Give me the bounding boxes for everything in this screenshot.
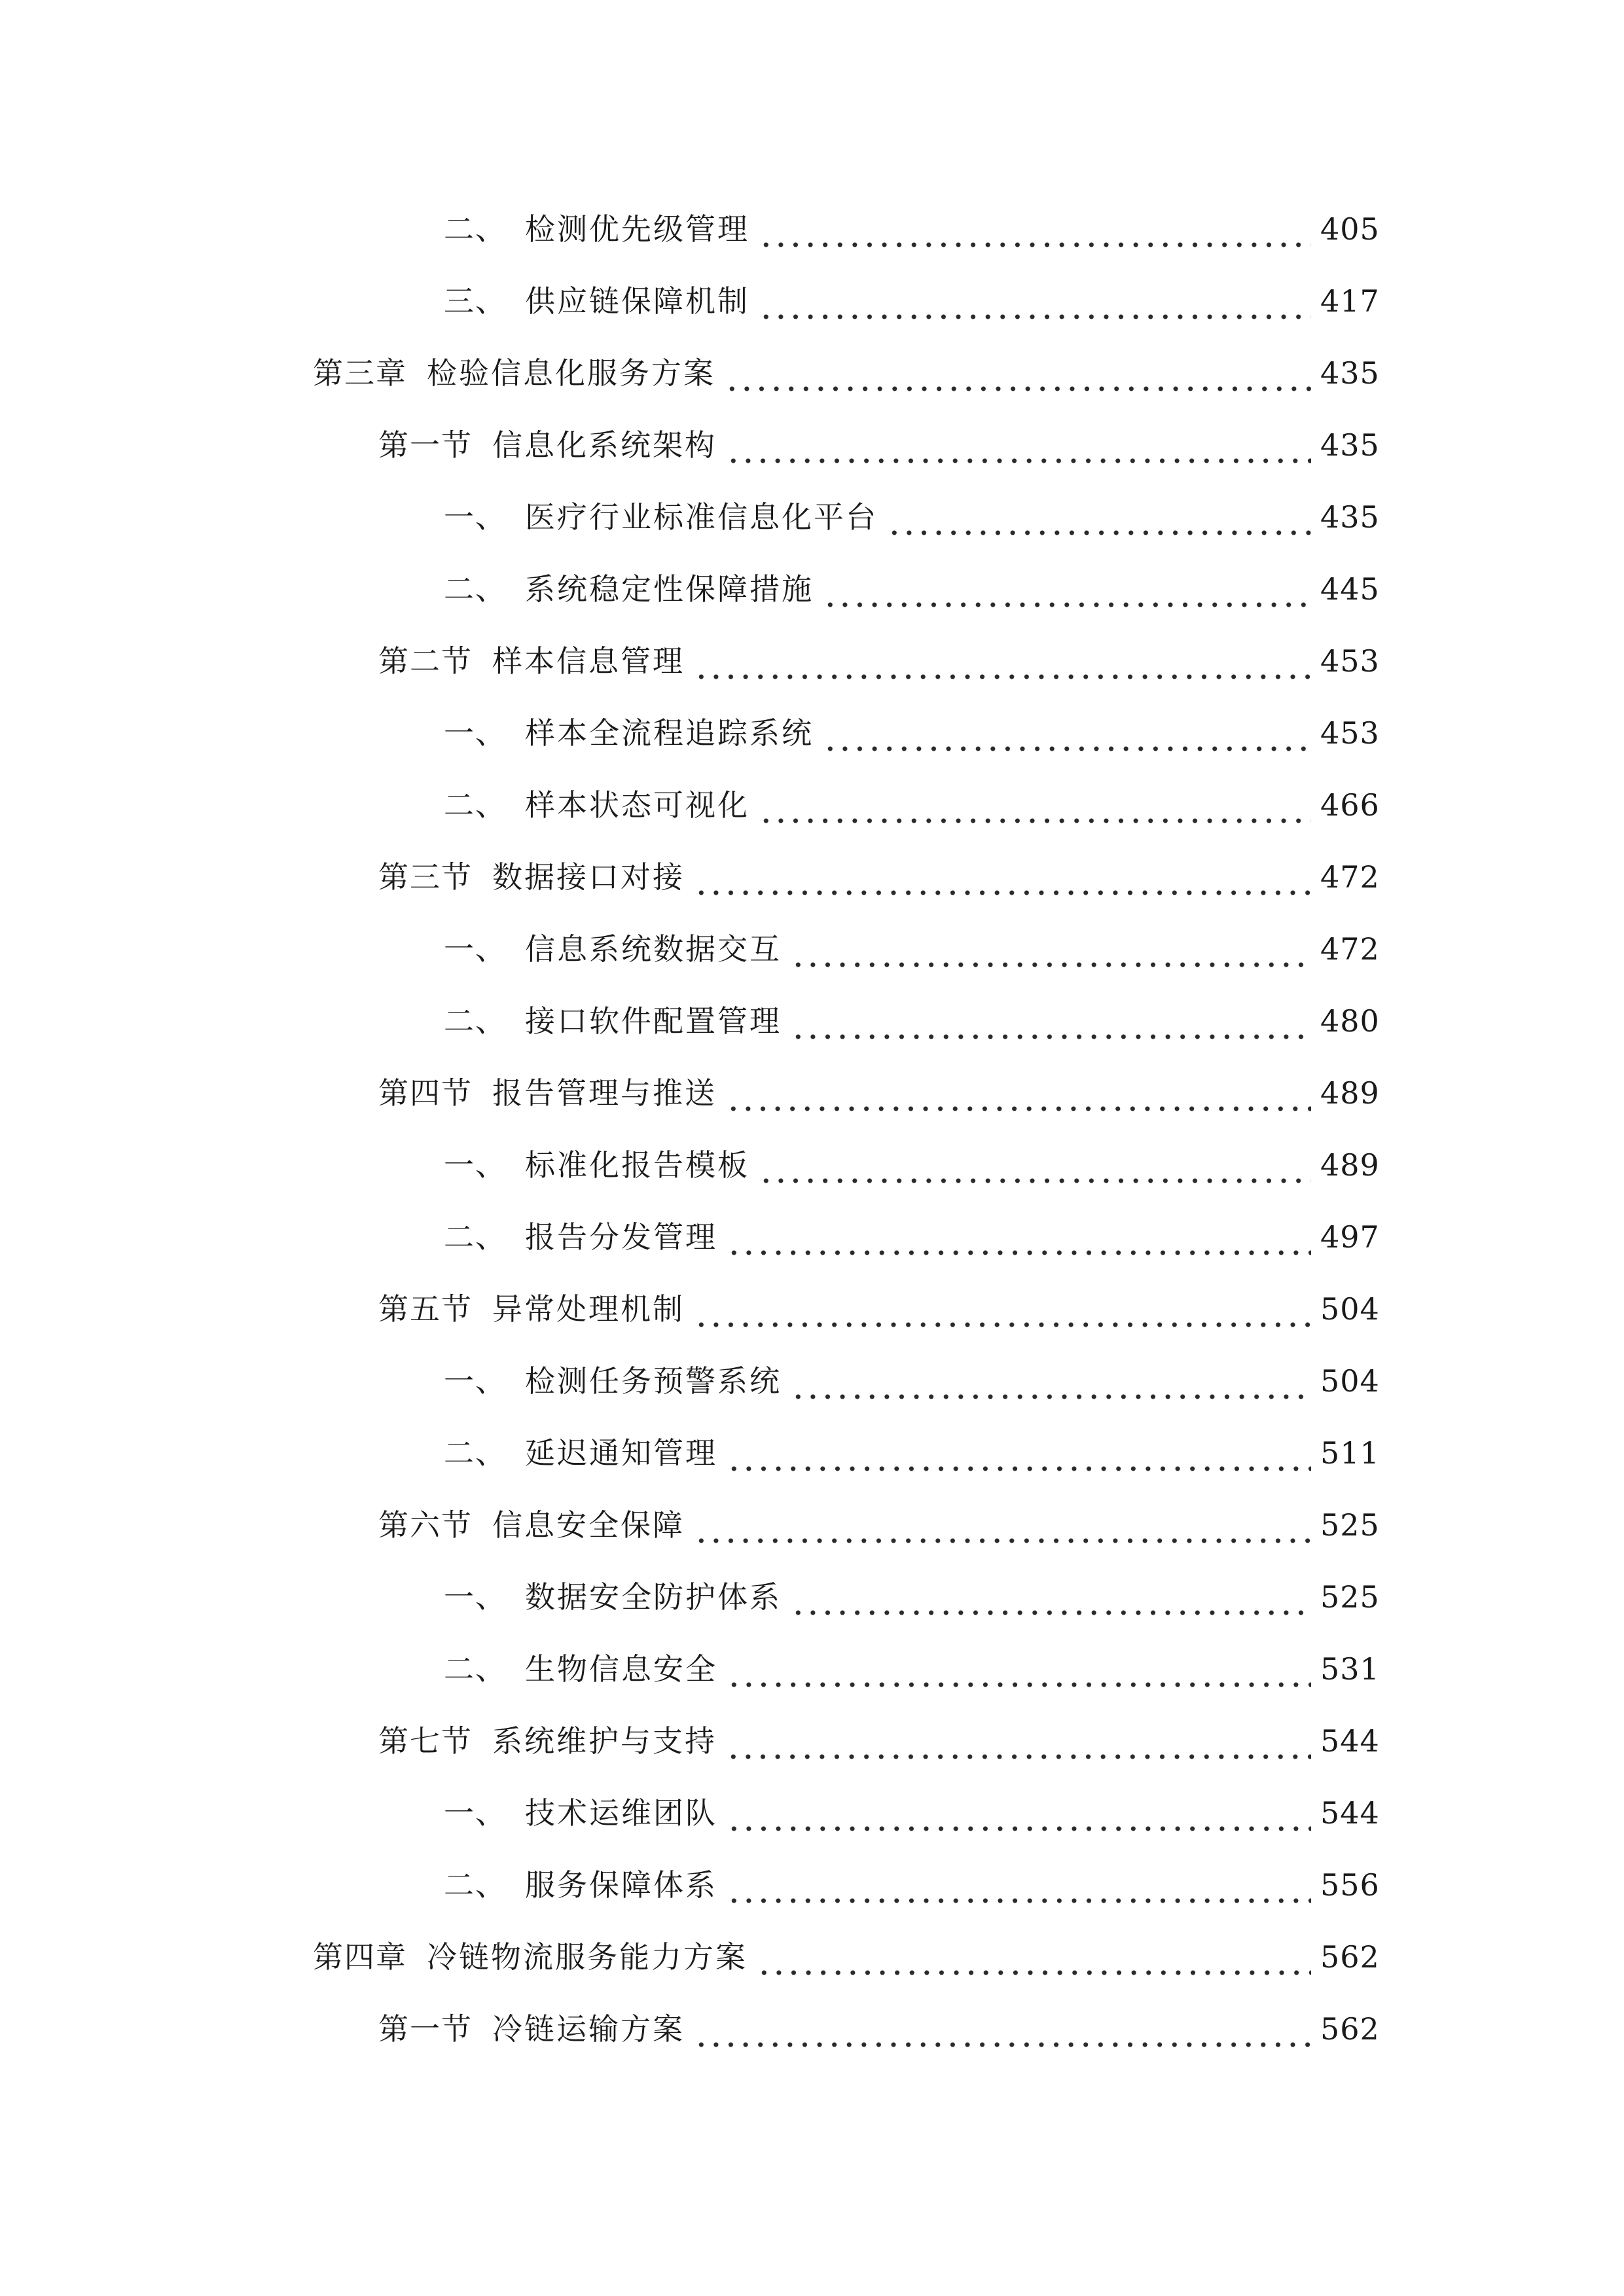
toc-entry-title: 医疗行业标准信息化平台 (525, 499, 878, 535)
toc-entry-title: 异常处理机制 (492, 1291, 685, 1327)
toc-entry-page-number: 435 (1320, 499, 1380, 535)
toc-entry-title: 数据安全防护体系 (525, 1579, 782, 1615)
dot-leader (759, 275, 1311, 327)
toc-entry[interactable] (378, 2003, 1380, 2055)
toc-entry[interactable] (444, 1787, 1380, 1839)
toc-entry[interactable] (444, 203, 1380, 255)
toc-entry-title: 系统维护与支持 (492, 1723, 717, 1759)
dot-leader (759, 1139, 1311, 1191)
toc-entry-page-number: 466 (1320, 787, 1380, 823)
toc-entry[interactable] (444, 1211, 1380, 1263)
dot-leader (726, 419, 1311, 471)
toc-entry-page-number: 417 (1320, 283, 1380, 319)
dot-leader (759, 779, 1311, 831)
toc-entry[interactable] (444, 1859, 1380, 1911)
toc-entry[interactable] (444, 779, 1380, 831)
toc-entry-prefix: 二、 (444, 1651, 507, 1687)
toc-entry-title: 接口软件配置管理 (525, 1003, 782, 1039)
toc-entry-page-number: 445 (1320, 571, 1380, 607)
toc-entry-page-number: 504 (1320, 1363, 1380, 1399)
toc-entry-prefix: 一、 (444, 1363, 507, 1399)
dot-leader (726, 1067, 1311, 1119)
toc-entry-prefix: 第三节 (378, 859, 473, 895)
toc-entry-page-number: 489 (1320, 1147, 1380, 1183)
toc-entry-title: 冷链物流服务能力方案 (427, 1939, 748, 1975)
toc-entry-page-number: 435 (1320, 427, 1380, 463)
toc-entry[interactable] (444, 1427, 1380, 1479)
toc-entry[interactable] (444, 563, 1380, 615)
dot-leader (759, 203, 1311, 255)
toc-entry[interactable] (378, 851, 1380, 903)
toc-entry-title: 检验信息化服务方案 (427, 355, 715, 391)
toc-entry[interactable] (378, 419, 1380, 471)
dot-leader (887, 491, 1311, 543)
toc-entry-prefix: 第一节 (378, 2011, 473, 2047)
toc-entry-title: 报告分发管理 (525, 1219, 717, 1255)
toc-entry-page-number: 435 (1320, 355, 1380, 391)
toc-entry-page-number: 405 (1320, 211, 1380, 247)
dot-leader (727, 1211, 1311, 1263)
toc-entry-page-number: 453 (1320, 715, 1380, 751)
toc-entry-page-number: 556 (1320, 1867, 1380, 1903)
toc-entry-prefix: 第七节 (378, 1723, 473, 1759)
toc-entry[interactable] (444, 1139, 1380, 1191)
toc-entry-prefix: 第四章 (313, 1939, 407, 1975)
toc-entry-title: 冷链运输方案 (492, 2011, 685, 2047)
toc-entry[interactable] (313, 347, 1380, 399)
dot-leader (791, 923, 1311, 975)
toc-entry-page-number: 544 (1320, 1795, 1380, 1831)
toc-entry[interactable] (378, 1283, 1380, 1335)
toc-entry-prefix: 二、 (444, 1435, 507, 1471)
toc-entry-title: 报告管理与推送 (492, 1075, 717, 1111)
toc-entry-page-number: 504 (1320, 1291, 1380, 1327)
toc-entry-page-number: 531 (1320, 1651, 1380, 1687)
toc-entry-title: 系统稳定性保障措施 (525, 571, 814, 607)
toc-entry-title: 生物信息安全 (525, 1651, 717, 1687)
toc-entry-title: 检测任务预警系统 (525, 1363, 782, 1399)
dot-leader (694, 1283, 1311, 1335)
dot-leader (694, 2003, 1311, 2055)
toc-entry-prefix: 第五节 (378, 1291, 473, 1327)
toc-entry-prefix: 二、 (444, 571, 507, 607)
toc-entry-prefix: 一、 (444, 1579, 507, 1615)
toc-entry-prefix: 二、 (444, 1219, 507, 1255)
toc-entry-page-number: 472 (1320, 859, 1380, 895)
toc-entry-prefix: 一、 (444, 1795, 507, 1831)
dot-leader (791, 1355, 1311, 1407)
dot-leader (694, 851, 1311, 903)
toc-entry[interactable] (444, 923, 1380, 975)
dot-leader (694, 635, 1311, 687)
dot-leader (791, 995, 1311, 1047)
toc-entry-prefix: 二、 (444, 1867, 507, 1903)
toc-entry-page-number: 472 (1320, 931, 1380, 967)
dot-leader (727, 1859, 1311, 1911)
dot-leader (694, 1499, 1311, 1551)
toc-entry-prefix: 二、 (444, 1003, 507, 1039)
toc-entry-prefix: 二、 (444, 787, 507, 823)
dot-leader (823, 563, 1311, 615)
toc-entry-prefix: 二、 (444, 211, 507, 247)
toc-entry-title: 延迟通知管理 (525, 1435, 717, 1471)
toc-entry[interactable] (378, 1499, 1380, 1551)
dot-leader (823, 707, 1311, 759)
toc-entry-prefix: 一、 (444, 1147, 507, 1183)
toc-entry[interactable] (378, 1715, 1380, 1767)
toc-entry-title: 信息化系统架构 (492, 427, 717, 463)
toc-entry[interactable] (444, 707, 1380, 759)
dot-leader (727, 1427, 1311, 1479)
toc-entry[interactable] (313, 1931, 1380, 1983)
toc-entry-prefix: 第三章 (313, 355, 407, 391)
dot-leader (727, 1787, 1311, 1839)
dot-leader (727, 1643, 1311, 1695)
toc-entry[interactable] (444, 1571, 1380, 1623)
toc-entry-page-number: 525 (1320, 1507, 1380, 1543)
toc-entry-page-number: 453 (1320, 643, 1380, 679)
toc-entry-page-number: 497 (1320, 1219, 1380, 1255)
toc-entry-page-number: 562 (1320, 2011, 1380, 2047)
toc-entry[interactable] (444, 275, 1380, 327)
toc-entry-title: 样本信息管理 (492, 643, 685, 679)
toc-entry-title: 样本全流程追踪系统 (525, 715, 814, 751)
toc-entry-page-number: 480 (1320, 1003, 1380, 1039)
dot-leader (725, 347, 1311, 399)
toc-entry[interactable] (444, 491, 1380, 543)
toc-entry[interactable] (378, 1067, 1380, 1119)
toc-entry-title: 技术运维团队 (525, 1795, 717, 1831)
dot-leader (791, 1571, 1311, 1623)
toc-entry-title: 服务保障体系 (525, 1867, 717, 1903)
toc-entry[interactable] (444, 995, 1380, 1047)
toc-entry-title: 数据接口对接 (492, 859, 685, 895)
toc-entry-prefix: 一、 (444, 931, 507, 967)
toc-entry-prefix: 一、 (444, 715, 507, 751)
toc-entry-page-number: 489 (1320, 1075, 1380, 1111)
toc-entry-title: 信息系统数据交互 (525, 931, 782, 967)
toc-entry-page-number: 544 (1320, 1723, 1380, 1759)
dot-leader (757, 1931, 1311, 1983)
toc-entry-page-number: 525 (1320, 1579, 1380, 1615)
toc-entry[interactable] (444, 1643, 1380, 1695)
toc-entry[interactable] (378, 635, 1380, 687)
dot-leader (726, 1715, 1311, 1767)
toc-entry-title: 标准化报告模板 (525, 1147, 749, 1183)
toc-entry-prefix: 一、 (444, 499, 507, 535)
toc-entry-title: 检测优先级管理 (525, 211, 749, 247)
toc-entry-prefix: 第一节 (378, 427, 473, 463)
toc-entry-title: 样本状态可视化 (525, 787, 749, 823)
toc-entry-prefix: 第四节 (378, 1075, 473, 1111)
toc-entry-prefix: 第二节 (378, 643, 473, 679)
toc-entry-title: 信息安全保障 (492, 1507, 685, 1543)
toc-entry-prefix: 第六节 (378, 1507, 473, 1543)
toc-entry-title: 供应链保障机制 (525, 283, 749, 319)
toc-entry-prefix: 三、 (444, 283, 507, 319)
toc-entry-page-number: 562 (1320, 1939, 1380, 1975)
toc-entry-page-number: 511 (1320, 1435, 1380, 1471)
toc-entry[interactable] (444, 1355, 1380, 1407)
